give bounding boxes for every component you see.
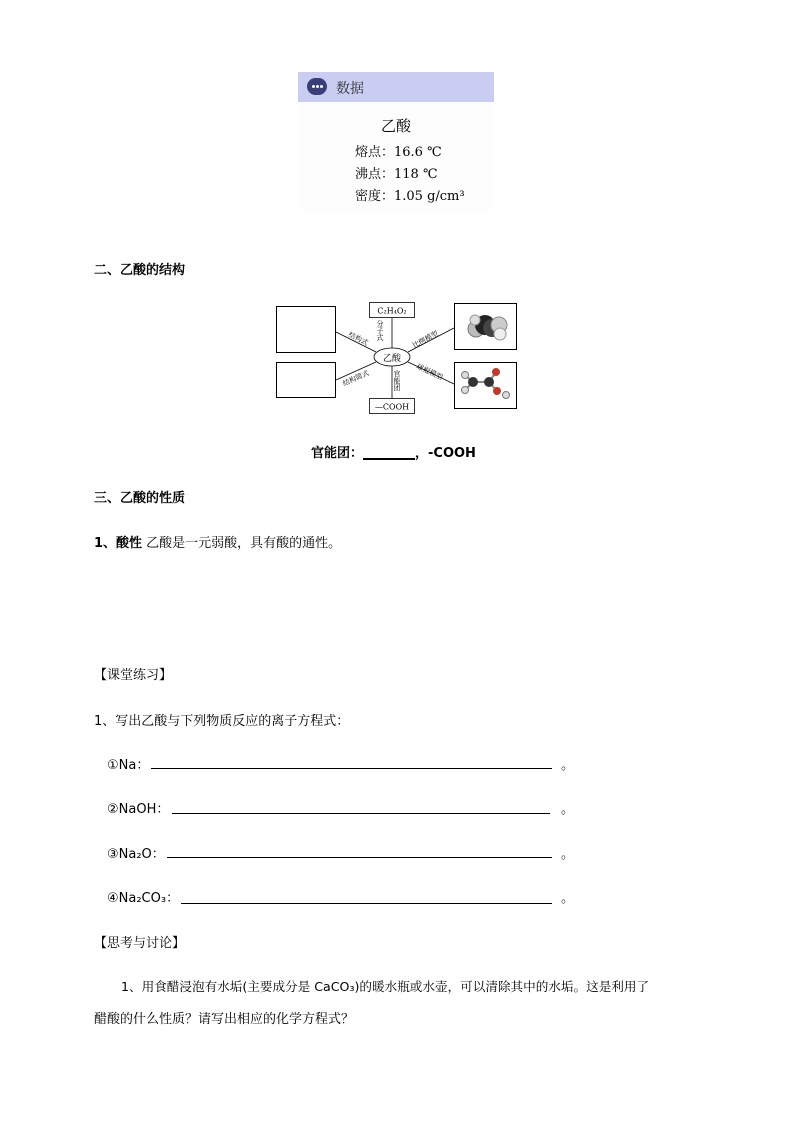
practice-item-na: ①Na： [107,758,150,773]
data-card [298,72,494,214]
spoke-label-simple-formula: 结构简式 [341,369,371,388]
answer-line-na[interactable] [151,768,552,769]
molecular-formula-text: C₂H₄O₂ [377,306,407,316]
end-mark: 。 [561,758,575,773]
center-label: 乙酸 [382,354,402,364]
melting-point: 熔点：16.6 ℃ [355,145,442,160]
end-mark: 。 [561,802,575,817]
data-card-title: 数据 [336,81,364,97]
functional-group-answer: ，-COOH [415,446,476,461]
structural-formula-box [277,307,336,353]
functional-group-text: —COOH [374,402,410,412]
functional-group-line [311,442,476,461]
chat-bubble-icon [307,78,327,95]
density: 密度：1.05 g/cm³ [355,189,465,204]
structure-diagram [270,298,525,418]
end-mark: 。 [561,891,575,906]
functional-group-blank: ________ [363,446,416,461]
spoke-label-ball-stick: 球棍模型 [415,362,444,382]
section-structure-title: 二、乙酸的结构 [94,263,186,278]
acidity-label: 1、酸性 [94,536,143,551]
answer-line-na2o[interactable] [167,857,552,858]
data-card-header [298,72,494,102]
acidity-text: 乙酸是一元弱酸，具有酸的通性。 [142,536,342,551]
spoke-label-functional-group: 官能团 [393,370,401,391]
spoke-label-structural-formula: 结构式 [347,330,370,348]
acidity-paragraph [94,532,341,551]
discussion-line2: 醋酸的什么性质？请写出相应的化学方程式？ [94,1012,355,1027]
spoke-label-molecular-formula: 分子式 [376,320,384,341]
boiling-point: 沸点：118 ℃ [355,167,438,182]
structural-simple-formula-box [277,363,336,398]
practice-item-naoh: ②NaOH： [107,802,170,817]
substance-name: 乙酸 [380,117,411,135]
answer-line-na2co3[interactable] [181,903,552,904]
answer-line-naoh[interactable] [172,813,550,814]
practice-title: 【课堂练习】 [94,668,173,683]
practice-question: 1、写出乙酸与下列物质反应的离子方程式： [94,714,350,729]
discussion-title: 【思考与讨论】 [94,936,186,951]
functional-group-label: 官能团： [311,446,364,461]
discussion-line1: 1、用食醋浸泡有水垢(主要成分是 CaCO₃)的暖水瓶或水壶，可以清除其中的水垢。这是利用了 [121,979,650,994]
practice-item-na2o: ③Na₂O： [107,847,165,862]
spoke-label-space-filling: 比例模型 [411,329,440,350]
section-properties-title: 三、乙酸的性质 [94,491,186,506]
end-mark: 。 [561,847,575,862]
practice-item-na2co3: ④Na₂CO₃： [107,891,180,906]
